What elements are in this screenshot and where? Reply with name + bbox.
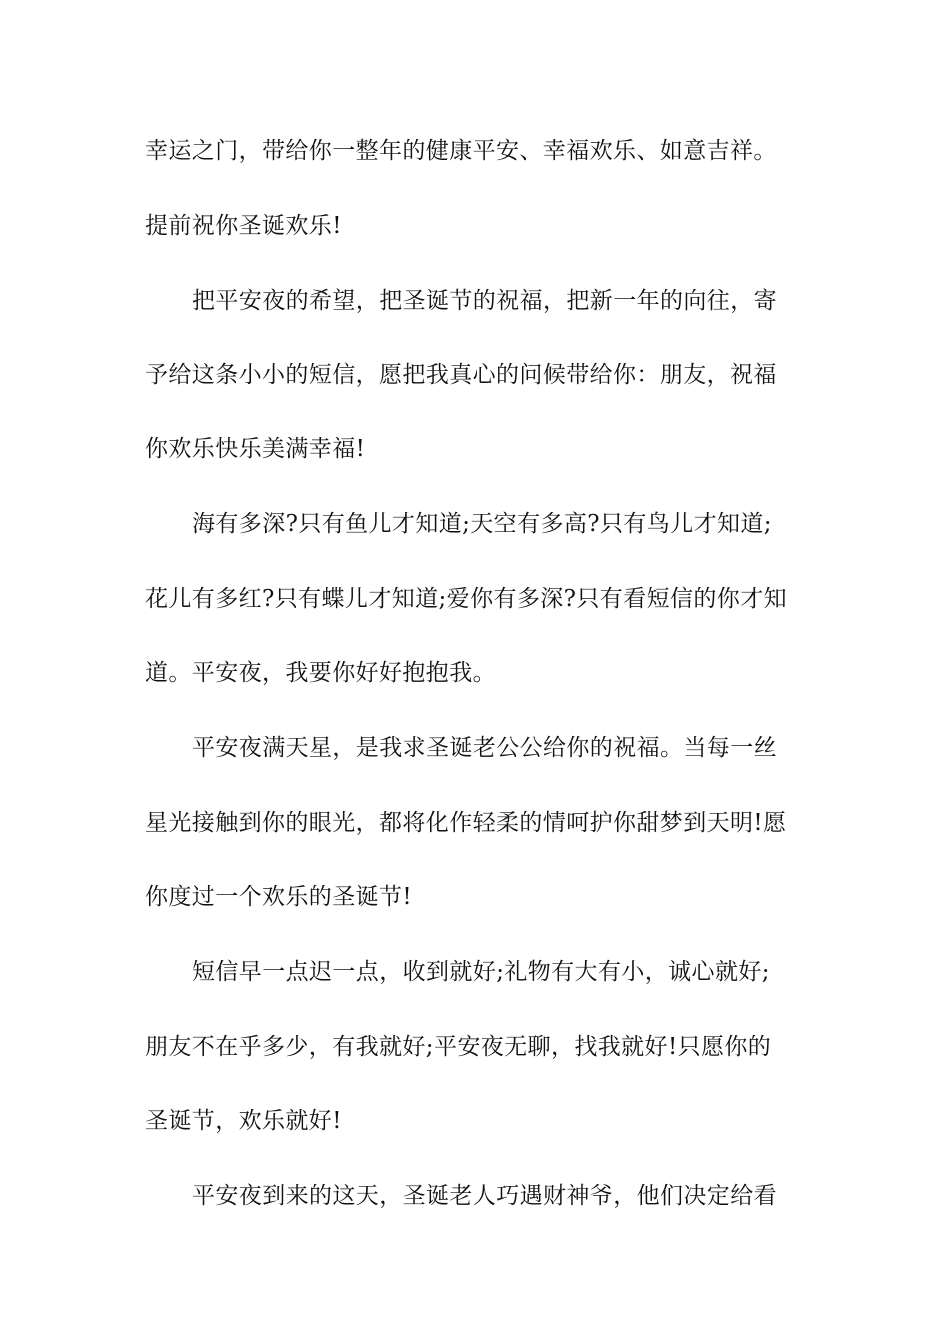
- text-line: 星光接触到你的眼光，都将化作轻柔的情呵护你甜梦到天明!愿: [145, 810, 787, 836]
- text-line: 你度过一个欢乐的圣诞节!: [145, 884, 413, 910]
- paragraph-start-line: 把平安夜的希望，把圣诞节的祝福，把新一年的向往，寄: [192, 288, 777, 314]
- text-line: 提前祝你圣诞欢乐!: [145, 213, 342, 239]
- text-line: 道。平安夜，我要你好好抱抱我。: [145, 660, 496, 686]
- text-line: 花儿有多红?只有蝶儿才知道;爱你有多深?只有看短信的你才知: [145, 586, 788, 612]
- paragraph-start-line: 短信早一点迟一点，收到就好;礼物有大有小，诚心就好;: [192, 959, 770, 985]
- paragraph-start-line: 平安夜到来的这天，圣诞老人巧遇财神爷，他们决定给看: [192, 1183, 777, 1209]
- text-line: 圣诞节，欢乐就好!: [145, 1108, 342, 1134]
- text-line: 幸运之门，带给你一整年的健康平安、幸福欢乐、如意吉祥。: [145, 138, 777, 164]
- paragraph-start-line: 海有多深?只有鱼儿才知道;天空有多高?只有鸟儿才知道;: [192, 511, 772, 537]
- text-line: 你欢乐快乐美满幸福!: [145, 436, 366, 462]
- text-line: 朋友不在乎多少，有我就好;平安夜无聊，找我就好!只愿你的: [145, 1034, 772, 1060]
- text-line: 予给这条小小的短信，愿把我真心的问候带给你：朋友，祝福: [145, 362, 777, 388]
- paragraph-start-line: 平安夜满天星，是我求圣诞老公公给你的祝福。当每一丝: [192, 735, 777, 761]
